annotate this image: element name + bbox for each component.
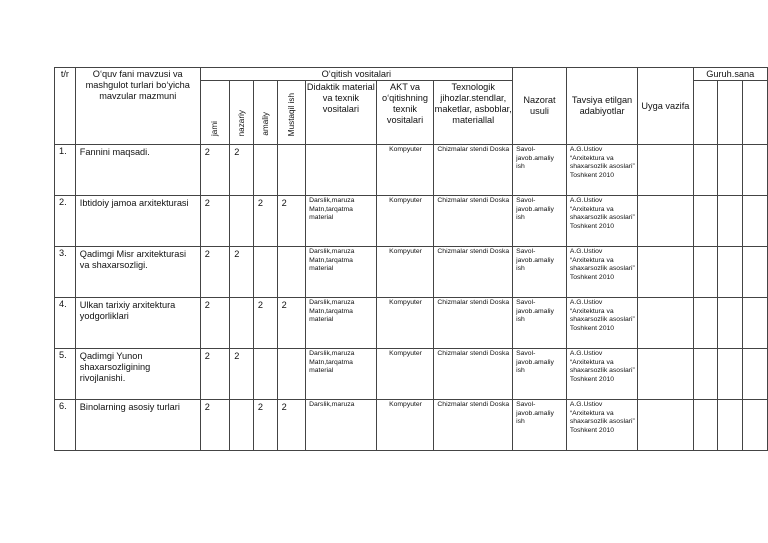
row-nazariy: 2 <box>230 145 254 196</box>
row-group-date <box>743 145 768 196</box>
header-akt: AKT va o‘qitishning texnik vositalari <box>376 81 434 145</box>
header-didactic: Didaktik material va texnik vositalari <box>306 81 377 145</box>
table-row <box>55 349 768 400</box>
row-amaliy <box>253 247 277 298</box>
row-amaliy <box>253 145 277 196</box>
row-number: 2. <box>55 196 76 247</box>
header-jami: jami <box>210 120 220 136</box>
lesson-plan-table <box>54 67 768 451</box>
row-group-date <box>718 247 743 298</box>
row-group-date <box>718 196 743 247</box>
row-akt: Kompyuter <box>376 349 434 400</box>
row-amaliy <box>253 349 277 400</box>
row-tech: Chizmalar stendi Doska <box>434 247 513 298</box>
row-homework <box>638 298 693 349</box>
group-date-cell <box>743 81 768 145</box>
row-homework <box>638 349 693 400</box>
row-homework <box>638 145 693 196</box>
row-group-date <box>693 400 718 451</box>
table-body <box>55 145 768 451</box>
header-literature: Tavsiya etilgan adabiyotlar <box>566 68 637 145</box>
row-didactic <box>306 145 377 196</box>
header-tools-group: O‘qitish vositalari <box>200 68 512 81</box>
row-control: Savol-javob.amaliy ish <box>513 247 567 298</box>
row-group-date <box>693 298 718 349</box>
header-amaliy: amaliy <box>260 112 270 136</box>
row-literature: A.G.Ustiov “Arxitektura va shaxarsozlik asoslari” Toshkent 2010 <box>566 400 637 451</box>
header-row-1 <box>55 68 768 81</box>
row-jami: 2 <box>200 196 230 247</box>
header-mustaqil: Mustaqil ish <box>286 92 296 136</box>
row-literature: A.G.Ustiov “Arxitektura va shaxarsozlik asoslari” Toshkent 2010 <box>566 145 637 196</box>
group-date-cell <box>693 81 718 145</box>
row-jami: 2 <box>200 298 230 349</box>
row-jami: 2 <box>200 400 230 451</box>
row-homework <box>638 247 693 298</box>
row-jami: 2 <box>200 145 230 196</box>
row-topic: Qadimgi Yunon shaxarsozligining rivojlanishi. <box>75 349 200 400</box>
row-group-date <box>693 247 718 298</box>
table-row <box>55 196 768 247</box>
table-row <box>55 400 768 451</box>
row-topic: Binolarning asosiy turlari <box>75 400 200 451</box>
row-tech: Chizmalar stendi Doska <box>434 349 513 400</box>
row-amaliy: 2 <box>253 196 277 247</box>
row-didactic: Darslik,maruza <box>306 400 377 451</box>
row-number: 5. <box>55 349 76 400</box>
row-group-date <box>693 145 718 196</box>
row-amaliy: 2 <box>253 400 277 451</box>
row-mustaqil: 2 <box>277 298 306 349</box>
row-mustaqil <box>277 145 306 196</box>
row-mustaqil: 2 <box>277 400 306 451</box>
row-group-date <box>718 349 743 400</box>
header-tech: Texnologik jihozlar.stendlar, maketlar, asboblar, materiallal <box>434 81 513 145</box>
row-homework <box>638 196 693 247</box>
row-amaliy: 2 <box>253 298 277 349</box>
row-mustaqil <box>277 349 306 400</box>
header-group-date: Guruh.sana <box>693 68 768 81</box>
row-group-date <box>743 400 768 451</box>
row-control: Savol-javob.amaliy ish <box>513 298 567 349</box>
row-jami: 2 <box>200 349 230 400</box>
group-date-cell <box>718 81 743 145</box>
row-group-date <box>693 196 718 247</box>
row-topic: Ibtidoiy jamoa arxitekturasi <box>75 196 200 247</box>
row-tech: Chizmalar stendi Doska <box>434 196 513 247</box>
row-group-date <box>718 145 743 196</box>
row-nazariy: 2 <box>230 349 254 400</box>
header-nazariy: nazariy <box>237 109 247 136</box>
row-literature: A.G.Ustiov “Arxitektura va shaxarsozlik asoslari” Toshkent 2010 <box>566 349 637 400</box>
header-topic: O‘quv fani mavzusi va mashgulot turlari bo‘yicha mavzular mazmuni <box>75 68 200 145</box>
row-nazariy <box>230 298 254 349</box>
header-nazariy-cell <box>230 81 254 145</box>
row-akt: Kompyuter <box>376 145 434 196</box>
row-jami: 2 <box>200 247 230 298</box>
header-num: t/r <box>55 68 76 145</box>
row-didactic: Darslik,maruza Matn,tarqatma material <box>306 196 377 247</box>
row-control: Savol-javob.amaliy ish <box>513 196 567 247</box>
row-akt: Kompyuter <box>376 196 434 247</box>
header-amaliy-cell <box>253 81 277 145</box>
row-group-date <box>718 400 743 451</box>
row-control: Savol-javob.amaliy ish <box>513 145 567 196</box>
row-nazariy: 2 <box>230 247 254 298</box>
row-group-date <box>743 196 768 247</box>
header-homework: Uyga vazifa <box>638 68 693 145</box>
row-control: Savol-javob.amaliy ish <box>513 400 567 451</box>
row-literature: A.G.Ustiov “Arxitektura va shaxarsozlik asoslari” Toshkent 2010 <box>566 196 637 247</box>
row-number: 6. <box>55 400 76 451</box>
table-row <box>55 247 768 298</box>
row-number: 3. <box>55 247 76 298</box>
row-tech: Chizmalar stendi Doska <box>434 298 513 349</box>
header-jami-cell <box>200 81 230 145</box>
lesson-plan-document <box>54 67 768 451</box>
row-number: 4. <box>55 298 76 349</box>
row-akt: Kompyuter <box>376 247 434 298</box>
row-group-date <box>743 298 768 349</box>
row-nazariy <box>230 400 254 451</box>
row-akt: Kompyuter <box>376 400 434 451</box>
row-topic: Qadimgi Misr arxitekturasi va shaxarsozligi. <box>75 247 200 298</box>
row-tech: Chizmalar stendi Doska <box>434 145 513 196</box>
row-akt: Kompyuter <box>376 298 434 349</box>
row-control: Savol-javob.amaliy ish <box>513 349 567 400</box>
row-mustaqil: 2 <box>277 196 306 247</box>
table-row <box>55 298 768 349</box>
row-group-date <box>743 247 768 298</box>
row-homework <box>638 400 693 451</box>
row-tech: Chizmalar stendi Doska <box>434 400 513 451</box>
row-group-date <box>743 349 768 400</box>
row-didactic: Darslik,maruza Matn,tarqatma material <box>306 298 377 349</box>
table-row <box>55 145 768 196</box>
row-group-date <box>718 298 743 349</box>
row-didactic: Darslik,maruza Matn,tarqatma material <box>306 349 377 400</box>
row-nazariy <box>230 196 254 247</box>
row-number: 1. <box>55 145 76 196</box>
row-topic: Fannini maqsadi. <box>75 145 200 196</box>
row-literature: A.G.Ustiov “Arxitektura va shaxarsozlik asoslari” Toshkent 2010 <box>566 298 637 349</box>
row-didactic: Darslik,maruza Matn,tarqatma material <box>306 247 377 298</box>
row-mustaqil <box>277 247 306 298</box>
header-control: Nazorat usuli <box>513 68 567 145</box>
row-group-date <box>693 349 718 400</box>
row-literature: A.G.Ustiov “Arxitektura va shaxarsozlik asoslari” Toshkent 2010 <box>566 247 637 298</box>
row-topic: Ulkan tarixiy arxitektura yodgorliklari <box>75 298 200 349</box>
header-mustaqil-cell <box>277 81 306 145</box>
